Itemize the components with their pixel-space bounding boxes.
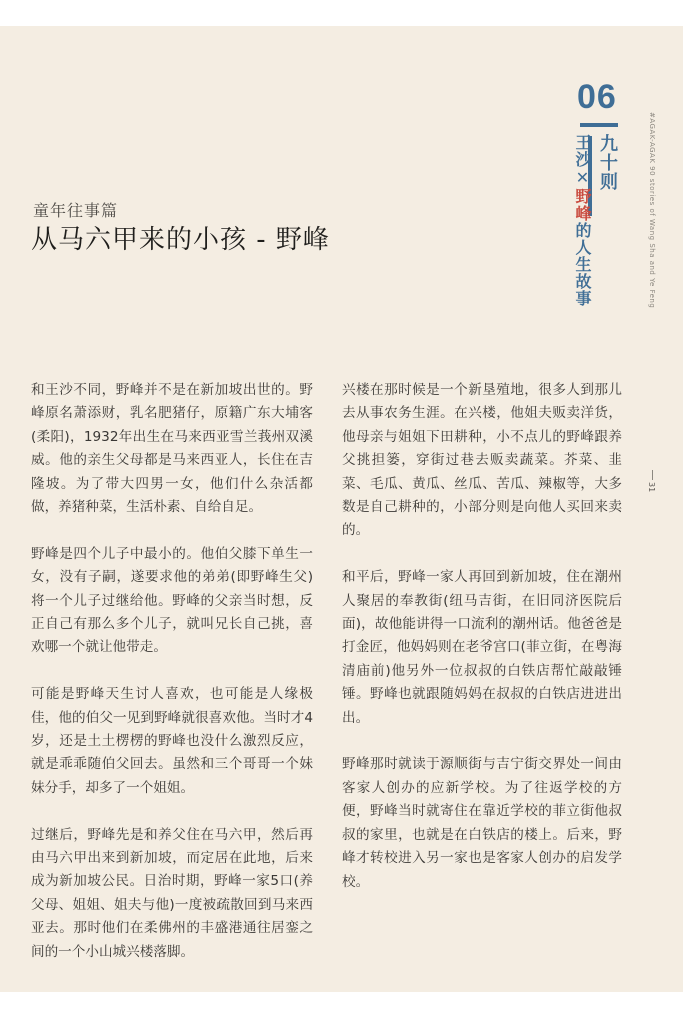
series-title: 九十则: [597, 134, 618, 191]
page-number: 31: [647, 482, 656, 493]
paragraph: 野峰那时就读于源顺街与吉宁街交界处一间由客家人创办的应新学校。为了往返学校的方便，野峰当时就寄住在靠近学校的菲立街他叔叔的家里，也就是在白铁店的楼上。后来，野峰才转校进入另一家也是客家人创办的启发学校。: [342, 756, 622, 890]
series-subtitle-pre: 王沙✕: [573, 134, 592, 188]
chapter-number: 06: [577, 78, 617, 116]
paragraph: 可能是野峰天生讨人喜欢，也可能是人缘极佳，他的伯父一见到野峰就很喜欢他。当时才4岁，还是土土楞楞的野峰也没什么激烈反应，就是乖乖随伯父回去。虽然和三个哥哥一个妹妹分手，却多了一个姐姐。: [31, 686, 313, 796]
series-subtitle-post: 的人生故事: [573, 222, 592, 307]
book-page: [0, 26, 683, 992]
article-title: 从马六甲来的小孩 - 野峰: [31, 225, 330, 255]
body-column-left: [31, 379, 313, 988]
paragraph: 过继后，野峰先是和养父住在马六甲，然后再由马六甲出来到新加坡，而定居在此地，后来成为新加坡公民。日治时期，野峰一家5口(养父母、姐姐、姐夫与他)一度被疏散回到马来西亚去。那时他们在柔佛州的丰盛港通往居銮之间的一个小山城兴楼落脚。: [31, 826, 313, 960]
paragraph: 和王沙不同，野峰并不是在新加坡出世的。野峰原名萧添财，乳名肥猪仔，原籍广东大埔客(柔阳)，1932年出生在马来西亚雪兰莪州双溪威。他的亲生父母都是马来西亚人，长住在吉隆坡。为了带大四男一女，他们什么杂活都做，养猪种菜，生活朴素、自给自足。: [31, 382, 313, 516]
paragraph: 兴楼在那时候是一个新垦殖地，很多人到那儿去从事农务生涯。在兴楼，他姐夫贩卖洋货，他母亲与姐姐下田耕种，小不点儿的野峰跟养父挑担篓，穿街过巷去贩卖蔬菜。芥菜、韭菜、毛瓜、黄瓜、丝瓜、苦瓜、辣椒等，大多数是自己耕种的，小部分则是向他人买回来卖的。: [342, 382, 622, 539]
side-english-caption: #AGAK-AGAK 90 stories of Wang Sha and Ye Feng: [648, 112, 656, 309]
chapter-rule: [580, 123, 618, 127]
paragraph: 野峰是四个儿子中最小的。他伯父膝下单生一女，没有子嗣，遂要求他的弟弟(即野峰生父)将一个儿子过继给他。野峰的父亲当时想，反正自己有那么多个儿子，就叫兄长自己挑，喜欢哪一个就让他带走。: [31, 545, 313, 656]
series-subtitle: [574, 134, 590, 307]
page-number-tick: [652, 470, 653, 480]
paragraph: 和平后，野峰一家人再回到新加坡，住在潮州人聚居的奉教街(纽马吉街，在旧同济医院后面)，故他能讲得一口流利的潮州话。他爸爸是打金匠，他妈妈则在老爷宫口(菲立街，在粤海清庙前)他另外一位叔叔的白铁店帮忙敲敲锤锤。野峰也就跟随妈妈在叔叔的白铁店进进出出。: [342, 569, 622, 726]
section-category: 童年往事篇: [33, 201, 119, 220]
body-column-right: [342, 379, 622, 917]
series-subtitle-highlight: 野峰: [573, 188, 592, 222]
